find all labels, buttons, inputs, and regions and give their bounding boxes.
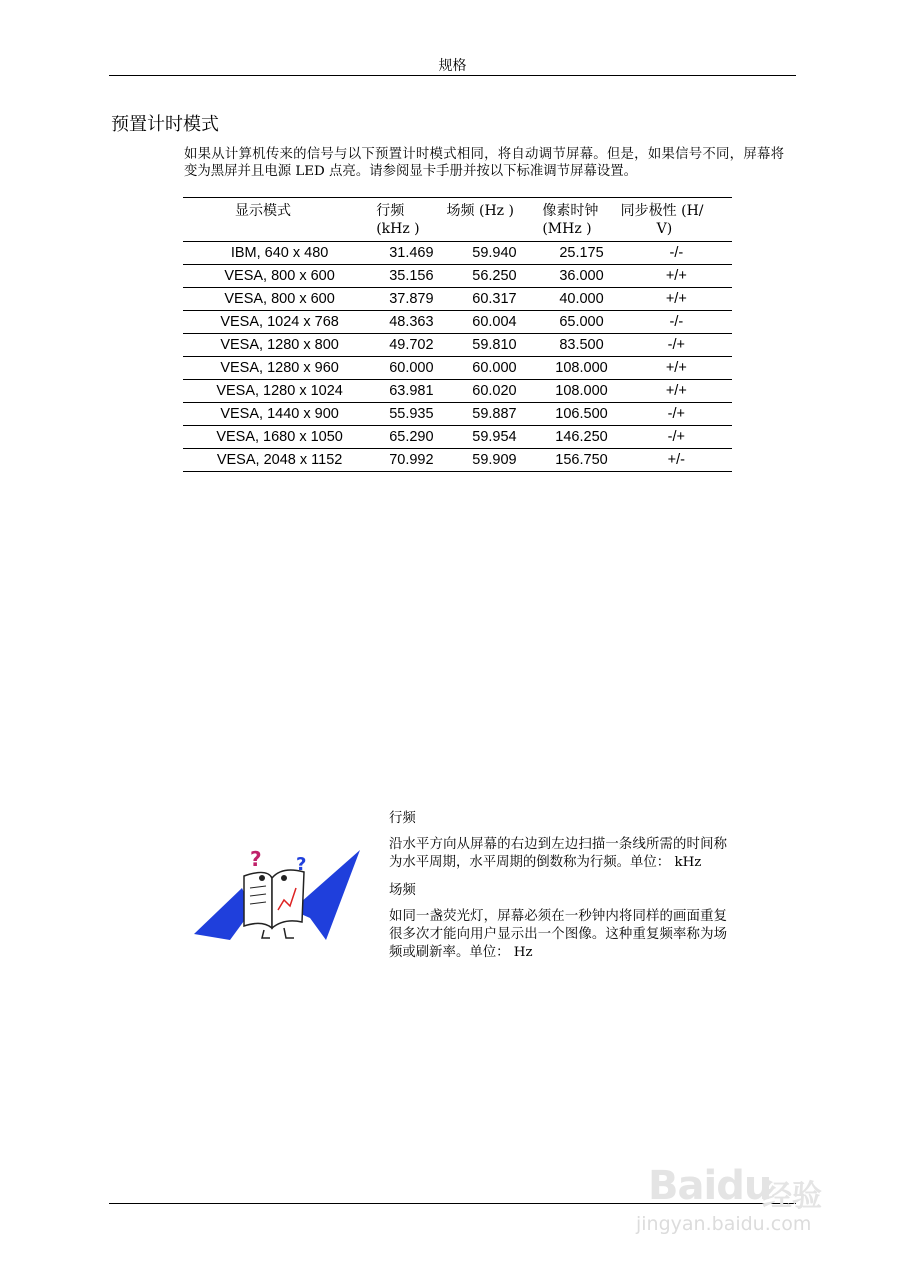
- cell-sync-polarity: -/-: [621, 242, 732, 265]
- cell-display-mode: VESA, 2048 x 1152: [183, 449, 376, 472]
- cell-v-freq: 60.000: [447, 357, 543, 380]
- cell-h-freq: 37.879: [376, 288, 446, 311]
- table-header-row: [183, 198, 732, 242]
- cell-pixel-clock: 108.000: [542, 380, 620, 403]
- glossary-desc-h-freq: 沿水平方向从屏幕的右边到左边扫描一条线所需的时间称为水平周期，水平周期的倒数称为行频。单位： kHz: [389, 837, 727, 870]
- table-row: [183, 334, 732, 357]
- watermark-url: jingyan.baidu.com: [636, 1213, 812, 1235]
- glossary-term-h-freq: 行频: [389, 811, 416, 826]
- cell-display-mode: VESA, 800 x 600: [183, 265, 376, 288]
- cell-v-freq: 59.940: [447, 242, 543, 265]
- cell-h-freq: 60.000: [376, 357, 446, 380]
- cell-pixel-clock: 108.000: [542, 357, 620, 380]
- cell-v-freq: 59.810: [447, 334, 543, 357]
- timing-modes-table: [183, 197, 732, 472]
- glossary-desc-v-freq: 如同一盏荧光灯，屏幕必须在一秒钟内将同样的画面重复很多次才能向用户显示出一个图像。这种重复频率称为场频或刷新率。单位： Hz: [389, 909, 727, 960]
- cell-h-freq: 31.469: [376, 242, 446, 265]
- table-row: [183, 242, 732, 265]
- watermark-logo: Baidu: [648, 1163, 772, 1209]
- cell-display-mode: VESA, 800 x 600: [183, 288, 376, 311]
- cell-sync-polarity: -/+: [621, 426, 732, 449]
- cell-v-freq: 56.250: [447, 265, 543, 288]
- cell-pixel-clock: 36.000: [542, 265, 620, 288]
- header-v-freq: 场频 (Hz ): [447, 198, 543, 242]
- page-header-title: 规格: [438, 58, 467, 74]
- baidu-jingyan-watermark: [636, 1145, 836, 1240]
- cell-sync-polarity: +/+: [621, 380, 732, 403]
- cell-v-freq: 60.317: [447, 288, 543, 311]
- section-title: 预置计时模式: [111, 114, 219, 135]
- monitor-book-illustration: [192, 848, 362, 940]
- cell-sync-polarity: -/+: [621, 334, 732, 357]
- cell-h-freq: 48.363: [376, 311, 446, 334]
- glossary: [389, 810, 727, 972]
- cell-sync-polarity: +/+: [621, 357, 732, 380]
- cell-pixel-clock: 146.250: [542, 426, 620, 449]
- cell-display-mode: IBM, 640 x 480: [183, 242, 376, 265]
- cell-v-freq: 59.887: [447, 403, 543, 426]
- svg-text:?: ?: [296, 854, 307, 875]
- table-row: [183, 426, 732, 449]
- table-row: [183, 380, 732, 403]
- cell-sync-polarity: -/-: [621, 311, 732, 334]
- cell-h-freq: 49.702: [376, 334, 446, 357]
- cell-pixel-clock: 40.000: [542, 288, 620, 311]
- cell-display-mode: VESA, 1024 x 768: [183, 311, 376, 334]
- cell-pixel-clock: 83.500: [542, 334, 620, 357]
- cell-sync-polarity: +/+: [621, 265, 732, 288]
- cell-v-freq: 59.909: [447, 449, 543, 472]
- cell-v-freq: 60.004: [447, 311, 543, 334]
- svg-text:?: ?: [250, 848, 262, 871]
- table-row: [183, 449, 732, 472]
- table-row: [183, 265, 732, 288]
- header-divider: [109, 75, 796, 76]
- cell-display-mode: VESA, 1440 x 900: [183, 403, 376, 426]
- cell-h-freq: 35.156: [376, 265, 446, 288]
- cell-display-mode: VESA, 1680 x 1050: [183, 426, 376, 449]
- intro-paragraph: 如果从计算机传来的信号与以下预置计时模式相同，将自动调节屏幕。但是，如果信号不同，屏幕将变为黑屏并且电源 LED 点亮。请参阅显卡手册并按以下标准调节屏幕设置。: [184, 147, 784, 179]
- table-row: [183, 403, 732, 426]
- cell-h-freq: 65.290: [376, 426, 446, 449]
- header-pixel-clock: 像素时钟 (MHz ): [542, 198, 620, 242]
- cell-sync-polarity: +/+: [621, 288, 732, 311]
- header-display-mode: 显示模式: [183, 198, 376, 242]
- cell-sync-polarity: +/-: [621, 449, 732, 472]
- cell-h-freq: 70.992: [376, 449, 446, 472]
- cell-display-mode: VESA, 1280 x 1024: [183, 380, 376, 403]
- watermark-cn: 经验: [762, 1179, 822, 1214]
- cell-pixel-clock: 25.175: [542, 242, 620, 265]
- cell-display-mode: VESA, 1280 x 800: [183, 334, 376, 357]
- glossary-term-v-freq: 场频: [389, 883, 416, 898]
- table-row: [183, 357, 732, 380]
- header-h-freq: 行频 (kHz ): [376, 198, 446, 242]
- cell-pixel-clock: 156.750: [542, 449, 620, 472]
- cell-pixel-clock: 65.000: [542, 311, 620, 334]
- cell-v-freq: 60.020: [447, 380, 543, 403]
- table-row: [183, 311, 732, 334]
- cell-pixel-clock: 106.500: [542, 403, 620, 426]
- cell-v-freq: 59.954: [447, 426, 543, 449]
- cell-sync-polarity: -/+: [621, 403, 732, 426]
- header-sync-polarity: 同步极性 (H/ V): [621, 198, 732, 242]
- cell-display-mode: VESA, 1280 x 960: [183, 357, 376, 380]
- table-row: [183, 288, 732, 311]
- cell-h-freq: 55.935: [376, 403, 446, 426]
- cell-h-freq: 63.981: [376, 380, 446, 403]
